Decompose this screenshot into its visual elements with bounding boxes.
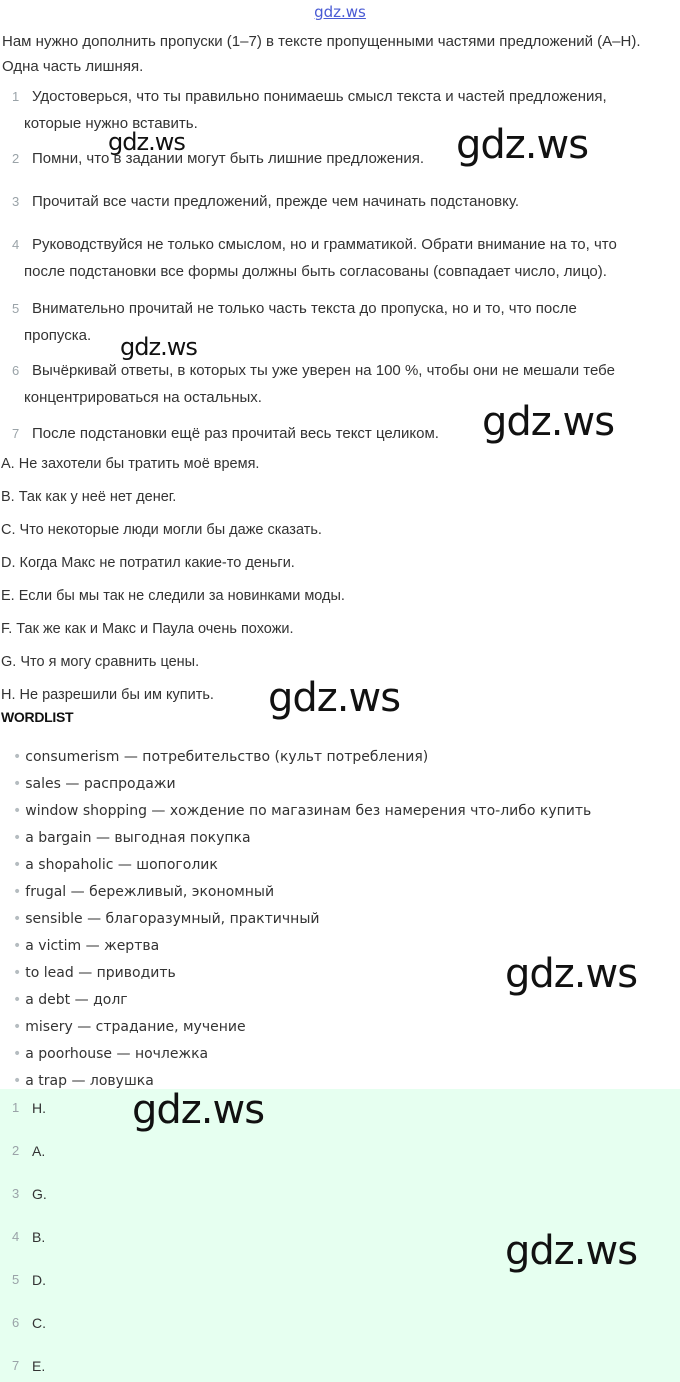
bullet-icon: • <box>13 911 22 927</box>
watermark: gdz.ws <box>456 122 589 168</box>
wordlist-item: • a bargain — выгодная покупка <box>13 830 251 846</box>
option-d: D. Когда Макс не потратил какие-то деньги. <box>1 555 295 571</box>
watermark: gdz.ws <box>505 951 638 997</box>
answer-number: 6 <box>12 1315 20 1330</box>
tip-line: которые нужно вставить. <box>24 115 198 132</box>
tip-line: пропуска. <box>24 327 92 344</box>
answer-number: 2 <box>12 1143 20 1158</box>
wordlist-item: • to lead — приводить <box>13 965 176 981</box>
answer-number: 4 <box>12 1229 20 1244</box>
tip-line: Вычёркивай ответы, в которых ты уже уверен на 100 %, чтобы они не мешали тебе <box>32 362 615 379</box>
option-h: H. Не разрешили бы им купить. <box>1 687 214 703</box>
option-b: B. Так как у неё нет денег. <box>1 489 177 505</box>
watermark: gdz.ws <box>132 1087 265 1133</box>
bullet-icon: • <box>13 776 22 792</box>
tip-line: После подстановки ещё раз прочитай весь текст целиком. <box>32 425 439 442</box>
bullet-icon: • <box>13 992 22 1008</box>
tip-number: 6 <box>12 363 20 378</box>
bullet-icon: • <box>13 938 22 954</box>
tip-line: Удостоверься, что ты правильно понимаешь смысл текста и частей предложения, <box>32 88 607 105</box>
tip-item <box>0 295 672 349</box>
option-c: C. Что некоторые люди могли бы даже сказать. <box>1 522 322 538</box>
bullet-icon: • <box>13 749 22 765</box>
tip-item <box>0 188 672 215</box>
watermark: gdz.ws <box>505 1228 638 1274</box>
option-a: A. Не захотели бы тратить моё время. <box>1 456 260 472</box>
bullet-icon: • <box>13 857 22 873</box>
tip-line: Внимательно прочитай не только часть текста до пропуска, но и то, что после <box>32 300 577 317</box>
answer-value: C. <box>32 1315 46 1331</box>
tip-line: Прочитай все части предложений, прежде чем начинать подстановку. <box>32 193 520 210</box>
answer-value: G. <box>32 1186 47 1202</box>
wordlist-title: WORDLIST <box>1 709 74 725</box>
watermark: gdz.ws <box>108 128 185 156</box>
answer-value: H. <box>32 1100 46 1116</box>
wordlist-item: • a debt — долг <box>13 992 128 1008</box>
tip-number: 4 <box>12 237 20 252</box>
bullet-icon: • <box>13 803 22 819</box>
wordlist-item: • a poorhouse — ночлежка <box>13 1046 209 1062</box>
wordlist-item: • sensible — благоразумный, практичный <box>13 911 320 927</box>
answer-number: 1 <box>12 1100 20 1115</box>
tip-line: Руководствуйся не только смыслом, но и грамматикой. Обрати внимание на то, что <box>32 236 617 253</box>
bullet-icon: • <box>13 1046 22 1062</box>
tip-number: 5 <box>12 301 20 316</box>
bullet-icon: • <box>13 965 22 981</box>
wordlist-item: • consumerism — потребительство (культ потребления) <box>13 749 429 765</box>
site-link[interactable]: gdz.ws <box>314 3 366 21</box>
tip-line: после подстановки все формы должны быть согласованы (совпадает число, лицо). <box>24 263 607 280</box>
wordlist-item: • sales — распродажи <box>13 776 176 792</box>
bullet-icon: • <box>13 1073 22 1089</box>
wordlist-item: • a trap — ловушка <box>13 1073 154 1089</box>
watermark: gdz.ws <box>482 399 615 445</box>
tip-number: 1 <box>12 89 20 104</box>
answer-value: D. <box>32 1272 46 1288</box>
bullet-icon: • <box>13 884 22 900</box>
watermark: gdz.ws <box>120 333 197 361</box>
answer-value: B. <box>32 1229 46 1245</box>
wordlist-item: • window shopping — хождение по магазинам без намерения что-либо купить <box>13 803 592 819</box>
answer-value: A. <box>32 1143 46 1159</box>
bullet-icon: • <box>13 830 22 846</box>
option-g: G. Что я могу сравнить цены. <box>1 654 200 670</box>
watermark: gdz.ws <box>268 675 401 721</box>
tip-number: 2 <box>12 151 20 166</box>
tip-line: концентрироваться на остальных. <box>24 389 262 406</box>
answer-number: 3 <box>12 1186 20 1201</box>
wordlist-item: • a victim — жертва <box>13 938 160 954</box>
tip-number: 3 <box>12 194 20 209</box>
task-instruction: Нам нужно дополнить пропуски (1–7) в тексте пропущенными частями предложений (A–H). Одна часть лишняя. <box>2 33 641 75</box>
wordlist-item: • misery — страдание, мучение <box>13 1019 246 1035</box>
tip-number: 7 <box>12 426 20 441</box>
option-f: F. Так же как и Макс и Паула очень похожи. <box>1 621 294 637</box>
tip-line: Помни, что в задании могут быть лишние предложения. <box>32 150 424 167</box>
answer-value: E. <box>32 1358 46 1374</box>
tip-item <box>0 231 672 285</box>
option-e: E. Если бы мы так не следили за новинками моды. <box>1 588 345 604</box>
answer-number: 7 <box>12 1358 20 1373</box>
wordlist-item: • a shopaholic — шопоголик <box>13 857 218 873</box>
wordlist-item: • frugal — бережливый, экономный <box>13 884 275 900</box>
bullet-icon: • <box>13 1019 22 1035</box>
answer-number: 5 <box>12 1272 20 1287</box>
